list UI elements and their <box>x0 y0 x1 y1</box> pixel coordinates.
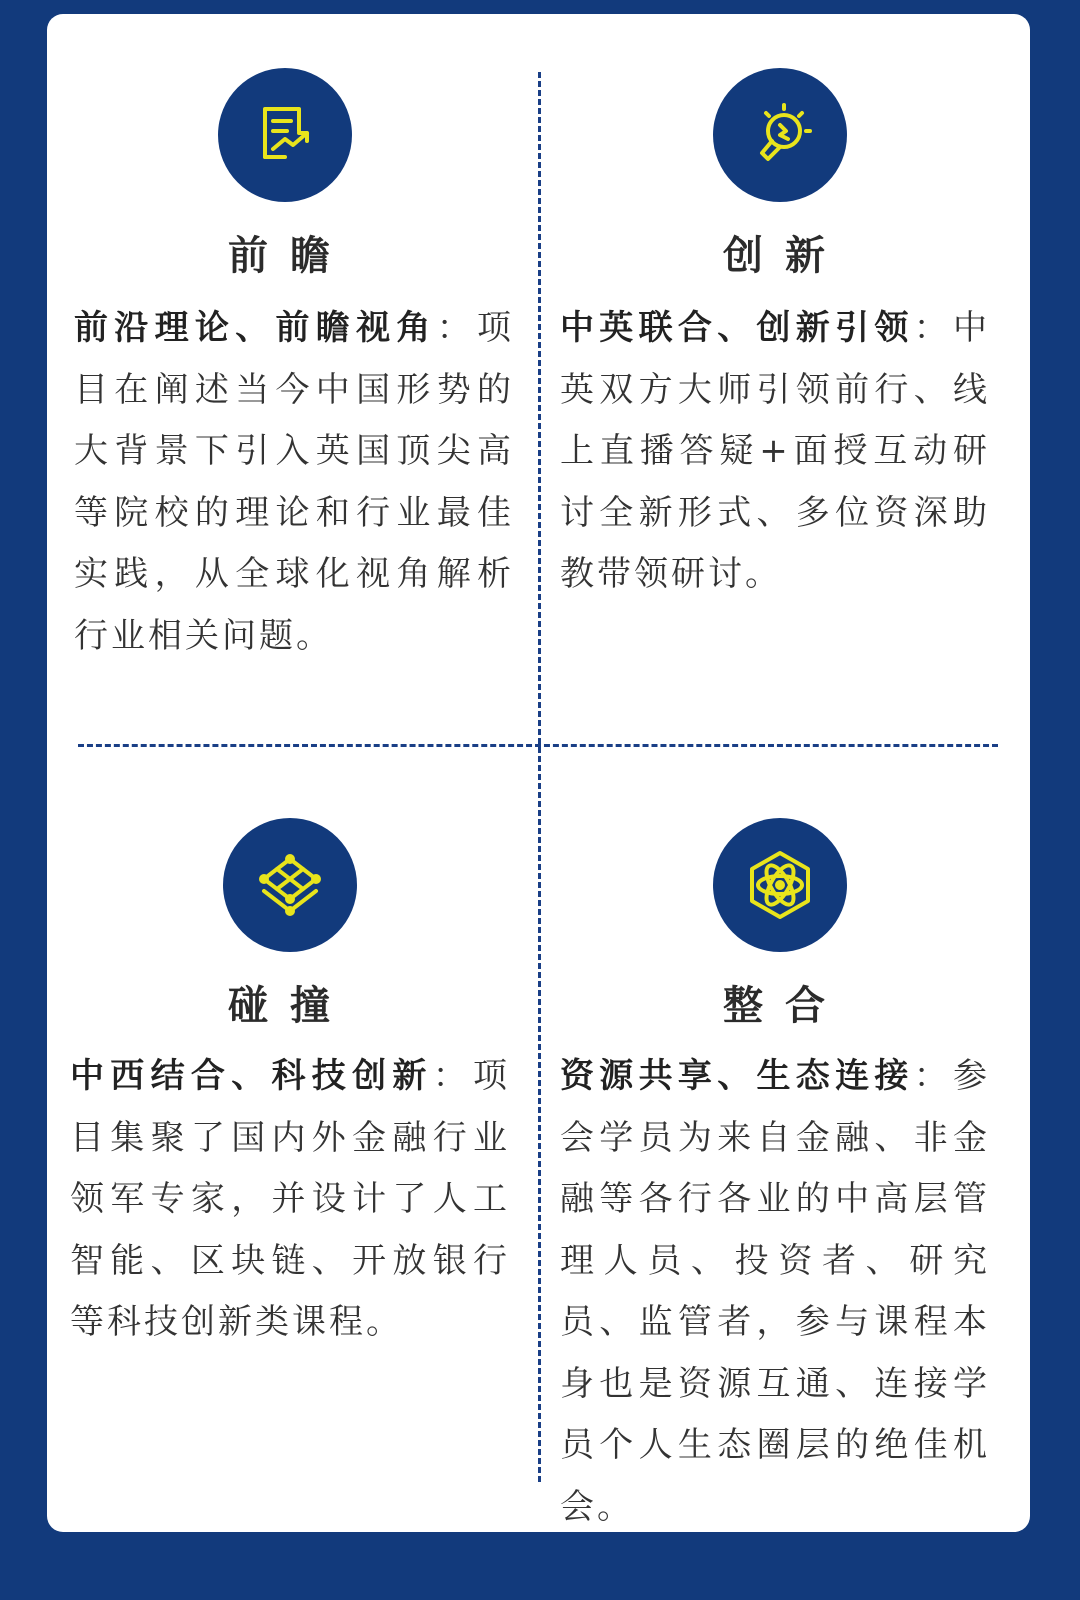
separator: ： <box>432 1056 474 1096</box>
quadrant-title: 碰撞 <box>228 983 352 1029</box>
separator: ： <box>913 1056 954 1096</box>
quadrant-lead: 前沿理论、前瞻视角 <box>74 308 437 348</box>
quadrant-lead: 中英联合、创新引领 <box>560 308 914 348</box>
quadrant-title: 整合 <box>723 983 847 1029</box>
vertical-divider <box>538 72 541 1482</box>
quadrant-lead: 资源共享、生态连接 <box>560 1056 914 1096</box>
separator: ： <box>913 308 954 348</box>
quadrant-text <box>74 298 514 667</box>
document-growth-icon <box>218 68 352 202</box>
quadrant-body: 参会学员为来自金融、非金融等各行各业的中高层管理人员、投资者、研究员、监管者，参与课程本身也是资源互通、连接学员个人生态圈层的绝佳机会。 <box>560 1056 991 1527</box>
network-layers-icon <box>223 818 357 952</box>
quadrant-text <box>560 298 990 606</box>
quadrant-text <box>560 1046 990 1538</box>
lightbulb-icon <box>713 68 847 202</box>
atom-hexagon-icon <box>713 818 847 952</box>
quadrant-lead: 中西结合、科技创新 <box>70 1056 433 1096</box>
separator: ： <box>436 308 478 348</box>
horizontal-divider <box>78 744 998 747</box>
quadrant-body: 项目集聚了国内外金融行业领军专家，并设计了人工智能、区块链、开放银行等科技创新类课程。 <box>70 1056 511 1342</box>
quadrant-body: 项目在阐述当今中国形势的大背景下引入英国顶尖高等院校的理论和行业最佳实践，从全球化视角解析行业相关问题。 <box>74 308 515 656</box>
quadrant-text <box>70 1046 510 1354</box>
quadrant-title: 前瞻 <box>228 233 352 279</box>
quadrant-body: 中英双方大师引领前行、线上直播答疑+面授互动研讨全新形式、多位资深助教带领研讨。 <box>560 308 991 594</box>
quadrant-title: 创新 <box>723 233 847 279</box>
